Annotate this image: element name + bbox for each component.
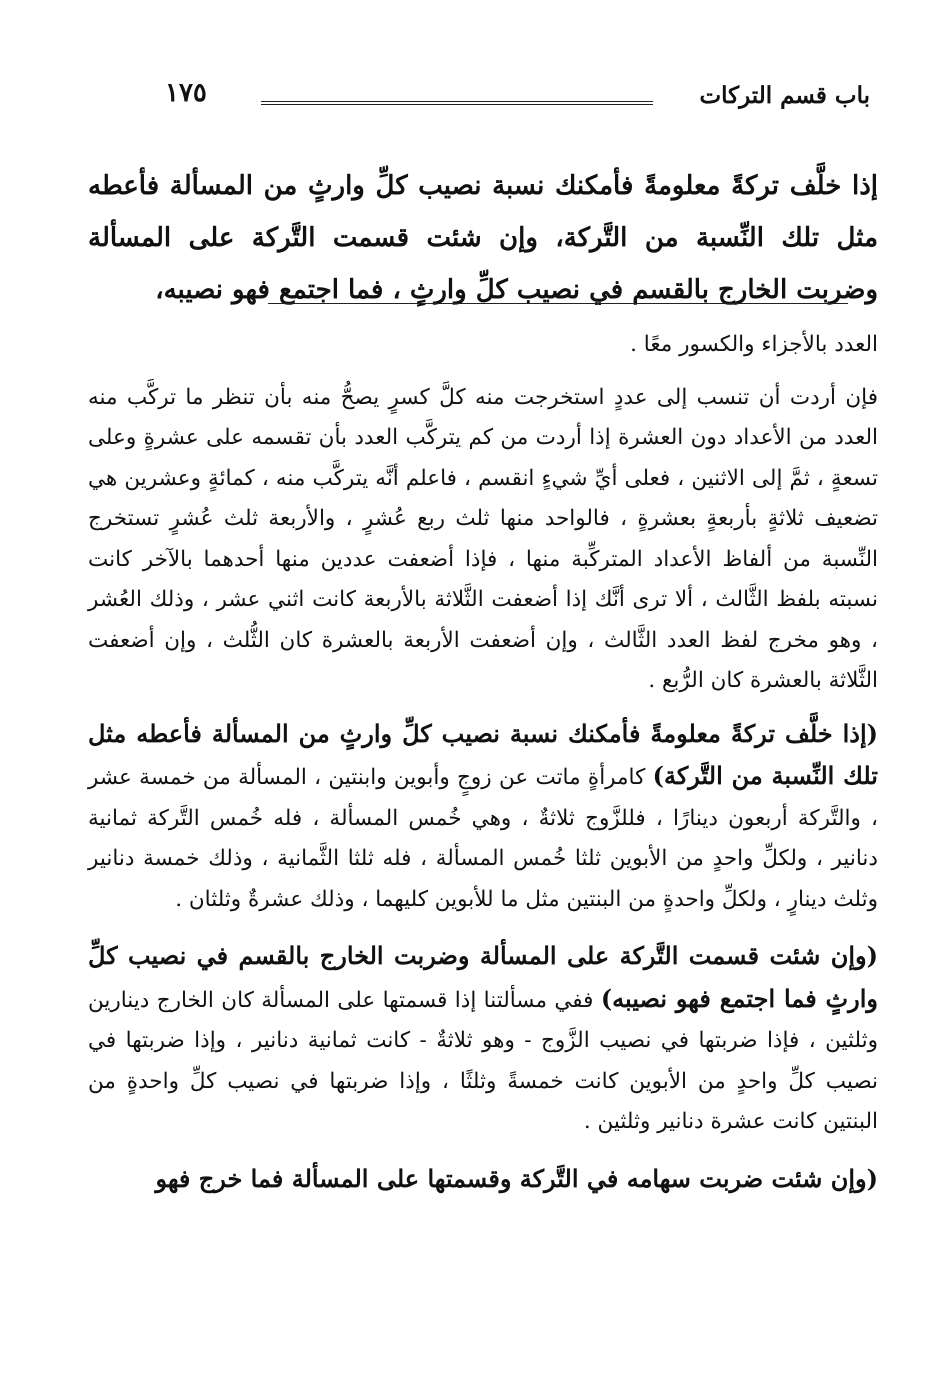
commentary-paragraph-5: [88, 1159, 878, 1202]
commentary-block: [88, 325, 878, 1217]
commentary-paragraph-1: العدد بالأجزاء والكسور معًا .: [630, 332, 878, 357]
matn-text-block: [88, 160, 878, 316]
quoted-matn-1: (إذا خلَّف تركةً معلومةً فأمكنك نسبة نصيب كلِّ وارثٍ من المسألة فأعطه مثل تلك النِّسبة من التَّركة): [88, 718, 878, 790]
matn-separator-rule: [268, 303, 848, 304]
commentary-paragraph-4-text: ففي مسألتنا إذا قسمتها على المسألة كان الخارج دينارين وثلثين ، فإذا ضربتها في نصيب الزَّوج - وهو ثلاثةٌ - كانت ثمانية دنانير ، وإذا ضربتها في نصيب كلِّ واحدٍ من الأبوين كانت خمسةً وثلثًا ، وإذا ضربتها في نصيب كلِّ واحدةٍ من البنتين كانت عشرة دنانير وثلثين .: [88, 987, 878, 1134]
matn-paragraph: إذا خلَّف تركةً معلومةً فأمكنك نسبة نصيب كلِّ وارثٍ من المسألة فأعطه مثل تلك النِّسبة من التَّركة، وإن شئت قسمت التَّركة على المسألة وضربت الخارج بالقسم في نصيب كلِّ وارثٍ ، فما اجتمع فهو نصيبه،: [88, 171, 878, 305]
commentary-paragraph-2: فإن أردت أن تنسب إلى عددٍ استخرجت منه كلَّ كسرٍ يصحُّ منه بأن تنظر ما تركَّب منه العدد من الأعداد دون العشرة إذا أردت من كم يتركَّب العدد بأن تقسمه على عشرةٍ وعلى تسعةٍ ، ثمَّ إلى الاثنين ، فعلى أيِّ شيءٍ انقسم ، فاعلم أنَّه يتركَّب منه ، كمائةٍ وعشرين هي تضعيف ثلاثةٍ بأربعةٍ بعشرةٍ ، فالواحد منها ثلث ربع عُشرٍ ، والأربعة ثلث عُشرٍ تستخرج النِّسبة من ألفاظ الأعداد المتركِّبة منها ، فإذا أضعفت عددين منها أحدهما بالآخر كانت نسبته بلفظ الثَّالث ، ألا ترى أنَّك إذا أضعفت الثَّلاثة بالأربعة كانت اثني عشر ، وذلك العُشر ، وهو مخرج لفظ العدد الثَّالث ، وإن أضعفت الأربعة بالعشرة كان الثُّلث ، وإن أضعفت الثَّلاثة بالعشرة كان الرُّبع .: [88, 384, 878, 693]
quoted-matn-3: (وإن شئت ضربت سهامه في التَّركة وقسمتها على المسألة فما خرج فهو: [155, 1163, 878, 1193]
commentary-paragraph-3: [88, 714, 878, 921]
quoted-matn-2: (وإن شئت قسمت التَّركة على المسألة وضربت الخارج بالقسم في نصيب كلِّ وارثٍ فما اجتمع فهو نصيبه): [88, 941, 878, 1013]
commentary-paragraph-4: [88, 936, 878, 1143]
page-header: [165, 78, 870, 118]
page-number: ١٧٥: [165, 78, 207, 108]
commentary-paragraph-3-text: كامرأةٍ ماتت عن زوجٍ وأبوين وابنتين ، المسألة من خمسة عشر ، والتَّركة أربعون دينارًا ، فللزَّوج ثلاثةٌ ، وهي خُمس المسألة ، فله خُمس التَّركة ثمانية دنانير ، ولكلِّ واحدٍ من الأبوين ثلثا خُمس المسألة ، فله ثلثا الثَّمانية ، وذلك خمسة دنانير وثلث دينارٍ ، ولكلِّ واحدةٍ من البنتين مثل ما للأبوين كليهما ، وذلك عشرةٌ وثلثان .: [88, 765, 878, 912]
header-rule: [261, 101, 653, 105]
chapter-title: باب قسم التركات: [699, 82, 870, 109]
